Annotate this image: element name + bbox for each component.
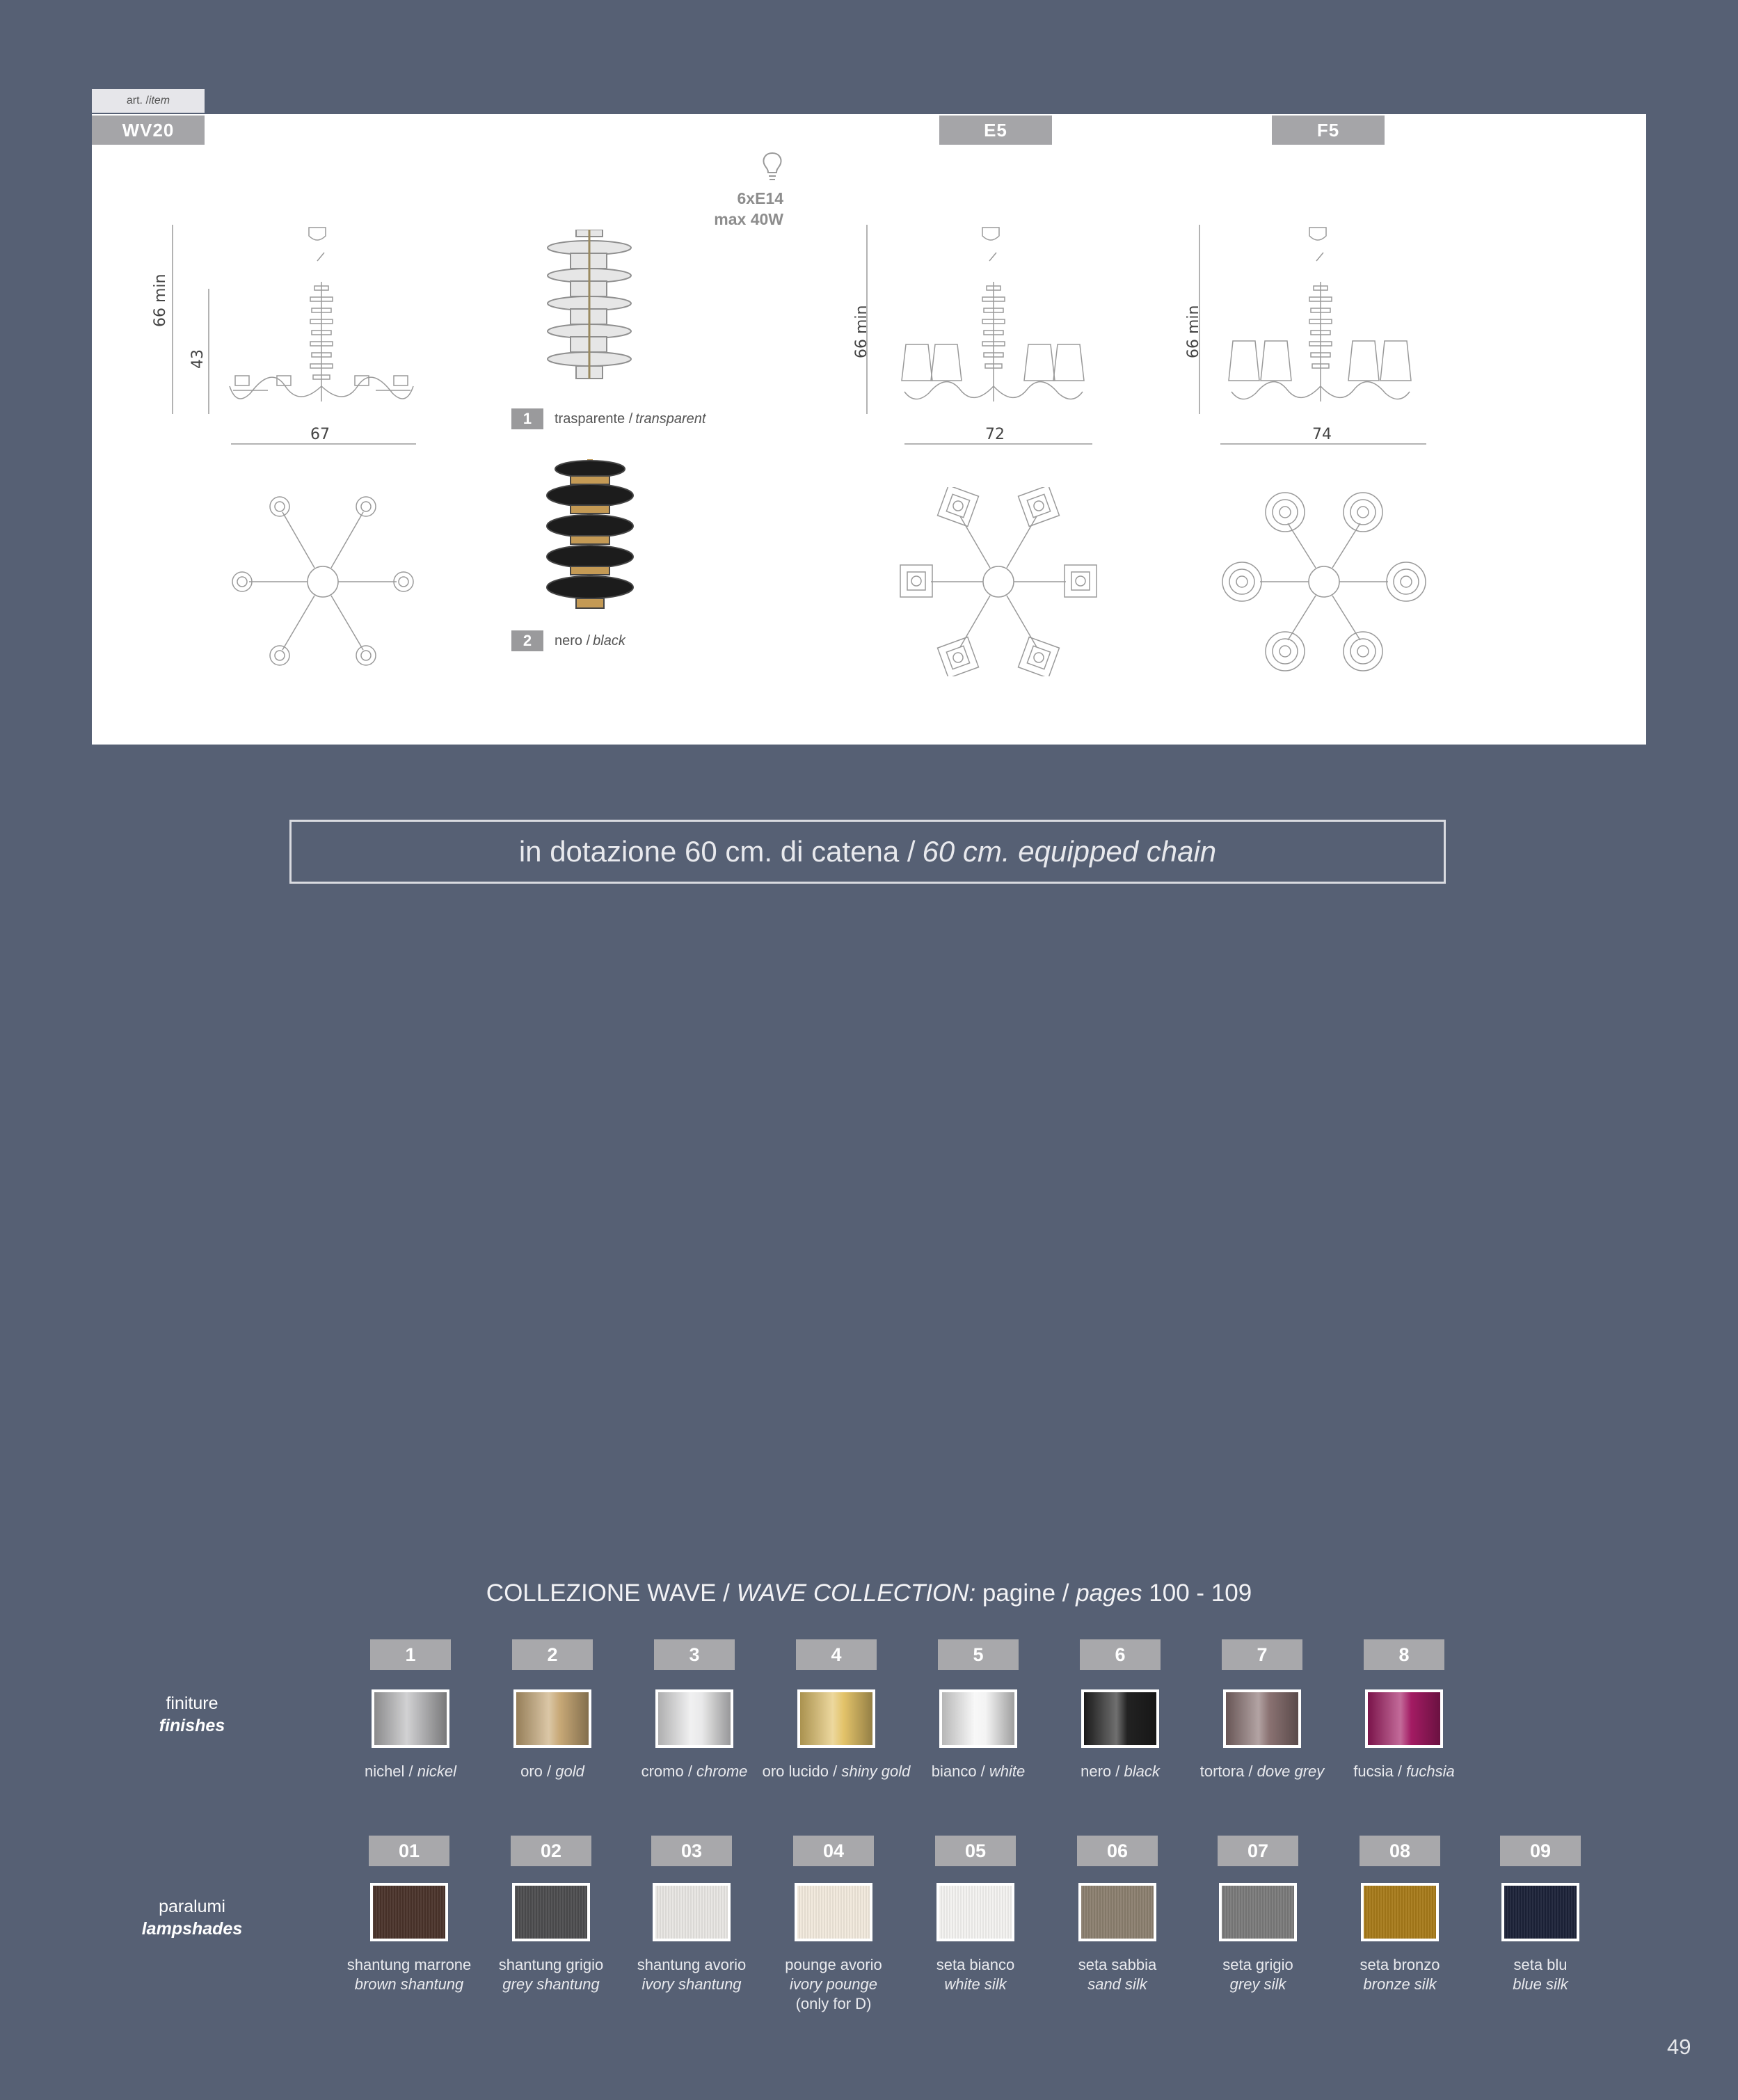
finish-number-tag: 7: [1222, 1639, 1302, 1670]
lampshade-label-en: blue silk: [1513, 1975, 1568, 1993]
e5-width-label: 72: [985, 426, 1005, 443]
finish-label-it: bianco /: [931, 1763, 989, 1780]
lampshade-label: [1041, 1955, 1194, 1994]
lampshade-label: [1323, 1955, 1476, 1994]
lampshade-swatch: [936, 1883, 1014, 1941]
glass-option-1-label: trasparente /: [555, 411, 633, 427]
lampshades-label: [122, 1895, 262, 1940]
f5-width-label: 74: [1312, 426, 1332, 443]
e5-top-drawing: [898, 487, 1099, 676]
finish-label: [1328, 1762, 1481, 1781]
lampshade-label-it: pounge avorio: [785, 1956, 882, 1973]
finish-label-it: tortora /: [1199, 1763, 1257, 1780]
finish-number-tag: 3: [654, 1639, 735, 1670]
finish-label-en: nickel: [417, 1763, 457, 1780]
lampshades-label-it: paralumi: [159, 1897, 225, 1916]
lampshade-label-it: seta blu: [1513, 1956, 1568, 1973]
lampshade-label: [333, 1955, 486, 1994]
item-label-text: item: [148, 95, 170, 106]
lampshade-label: [475, 1955, 628, 1994]
item-code-tag: WV20: [92, 116, 205, 145]
lampshade-label-en: grey shantung: [502, 1975, 600, 1993]
finish-label-en: black: [1124, 1763, 1160, 1780]
finish-label-en: dove grey: [1257, 1763, 1325, 1780]
finish-label-en: shiny gold: [841, 1763, 911, 1780]
glass-option-1: [511, 408, 705, 429]
chain-note-text-en: 60 cm. equipped chain: [922, 835, 1217, 868]
lampshade-label-it: shantung avorio: [637, 1956, 747, 1973]
lampshade-number-tag: 04: [793, 1836, 874, 1866]
glass-option-1-num: 1: [511, 408, 543, 429]
bulb-spec: [668, 188, 783, 230]
glass-option-1-label-en: transparent: [635, 411, 706, 427]
finish-swatch: [797, 1689, 875, 1748]
lampshades-label-en: lampshades: [141, 1919, 243, 1939]
finish-label-it: nero /: [1081, 1763, 1124, 1780]
lampshade-swatch: [1219, 1883, 1297, 1941]
finish-label: [1044, 1762, 1197, 1781]
lampshade-label-it: seta sabbia: [1078, 1956, 1157, 1973]
wv20-top-drawing: [230, 495, 417, 669]
finish-number-tag: 2: [512, 1639, 593, 1670]
wv20-body-height-label: 43: [189, 349, 207, 369]
finish-swatch: [655, 1689, 733, 1748]
collection-pages-it: pagine /: [975, 1580, 1076, 1607]
art-item-label: [92, 89, 205, 113]
finish-label-it: cromo /: [641, 1763, 697, 1780]
finish-number-tag: 8: [1364, 1639, 1444, 1670]
variant-f5-tag: F5: [1272, 116, 1385, 145]
finish-swatch: [1081, 1689, 1159, 1748]
finish-label-en: white: [989, 1763, 1026, 1780]
f5-height-label: 66 min: [1185, 305, 1202, 358]
chain-note: [289, 820, 1446, 884]
lampshade-label: [1464, 1955, 1617, 1994]
glass-option-2-label: nero /: [555, 633, 591, 649]
lampshade-label-it: shantung marrone: [346, 1956, 472, 1973]
finish-swatch: [939, 1689, 1017, 1748]
finish-number-tag: 4: [796, 1639, 877, 1670]
finish-label: [760, 1762, 913, 1781]
lampshade-swatch: [1361, 1883, 1439, 1941]
finish-label: [476, 1762, 629, 1781]
finish-label-en: fuchsia: [1406, 1763, 1455, 1780]
finish-label-en: chrome: [696, 1763, 748, 1780]
finish-number-tag: 6: [1080, 1639, 1161, 1670]
lampshade-swatch: [1078, 1883, 1156, 1941]
lampshade-label: [1181, 1955, 1334, 1994]
finish-label-it: oro /: [520, 1763, 556, 1780]
finishes-label: [122, 1692, 262, 1737]
finish-label: [618, 1762, 771, 1781]
finish-swatch: [513, 1689, 591, 1748]
finishes-label-it: finiture: [166, 1694, 218, 1713]
finish-label-en: gold: [555, 1763, 584, 1780]
collection-title: [0, 1580, 1738, 1607]
finishes-label-en: finishes: [159, 1716, 225, 1735]
lampshade-swatch: [370, 1883, 448, 1941]
bulb-spec-line2: max 40W: [714, 210, 783, 228]
lampshade-label: [899, 1955, 1052, 1994]
finish-label-it: nichel /: [364, 1763, 417, 1780]
glass-option-2-num: 2: [511, 630, 543, 651]
lampshade-swatch: [1501, 1883, 1579, 1941]
lampshade-label: [757, 1955, 910, 2014]
lampshade-swatch: [795, 1883, 872, 1941]
finish-swatch: [1223, 1689, 1301, 1748]
lampshade-number-tag: 02: [511, 1836, 591, 1866]
lampshade-note: (only for D): [795, 1995, 872, 2012]
lampshade-label-it: seta bronzo: [1360, 1956, 1440, 1973]
lampshade-label-en: ivory shantung: [641, 1975, 742, 1993]
lampshade-label-it: seta grigio: [1222, 1956, 1293, 1973]
lampshade-number-tag: 09: [1500, 1836, 1581, 1866]
lampshade-label-en: bronze silk: [1363, 1975, 1437, 1993]
lampshade-label-en: white silk: [944, 1975, 1007, 1993]
f5-top-drawing: [1221, 487, 1427, 676]
f5-front-drawing: [1195, 219, 1460, 456]
finish-label-it: fucsia /: [1353, 1763, 1407, 1780]
finish-label: [902, 1762, 1055, 1781]
lampshade-number-tag: 05: [935, 1836, 1016, 1866]
bulb-icon: [758, 149, 786, 184]
finish-number-tag: 1: [370, 1639, 451, 1670]
wv20-width-label: 67: [310, 426, 330, 443]
lampshade-number-tag: 03: [651, 1836, 732, 1866]
art-label-text: art. /: [126, 95, 149, 106]
variant-e5-tag: E5: [939, 116, 1052, 145]
lampshade-number-tag: 06: [1077, 1836, 1158, 1866]
wv20-height-label: 66 min: [152, 273, 169, 327]
page-number: 49: [1667, 2035, 1691, 2059]
finish-swatch: [1365, 1689, 1443, 1748]
collection-title-en: WAVE COLLECTION:: [736, 1580, 976, 1607]
lampshade-label-en: ivory pounge: [790, 1975, 877, 1993]
lampshade-label-en: grey silk: [1229, 1975, 1286, 1993]
collection-pages-en: pages: [1076, 1580, 1142, 1607]
finish-swatch: [372, 1689, 449, 1748]
finish-label-it: oro lucido /: [762, 1763, 842, 1780]
collection-title-it: COLLEZIONE WAVE /: [486, 1580, 737, 1607]
e5-height-label: 66 min: [853, 305, 870, 358]
lampshade-label-it: shantung grigio: [498, 1956, 604, 1973]
finish-label: [334, 1762, 487, 1781]
finish-number-tag: 5: [938, 1639, 1019, 1670]
lampshade-number-tag: 07: [1218, 1836, 1298, 1866]
lampshade-label: [615, 1955, 768, 1994]
glass-option-2-label-en: black: [593, 633, 625, 649]
lampshade-swatch: [653, 1883, 731, 1941]
glass-transparent-image: [543, 230, 640, 383]
collection-page-range: 100 - 109: [1142, 1580, 1252, 1607]
glass-black-image: [543, 459, 640, 612]
lampshade-number-tag: 08: [1360, 1836, 1440, 1866]
lampshade-label-en: sand silk: [1087, 1975, 1147, 1993]
lampshade-label-it: seta bianco: [936, 1956, 1015, 1973]
lampshade-label-en: brown shantung: [354, 1975, 464, 1993]
chain-note-text: in dotazione 60 cm. di catena /: [518, 835, 916, 868]
e5-front-drawing: [863, 219, 1127, 456]
glass-option-2: [511, 630, 625, 651]
lampshade-number-tag: 01: [369, 1836, 449, 1866]
bulb-spec-line1: 6xE14: [737, 189, 783, 207]
lampshade-swatch: [512, 1883, 590, 1941]
finish-label: [1186, 1762, 1339, 1781]
